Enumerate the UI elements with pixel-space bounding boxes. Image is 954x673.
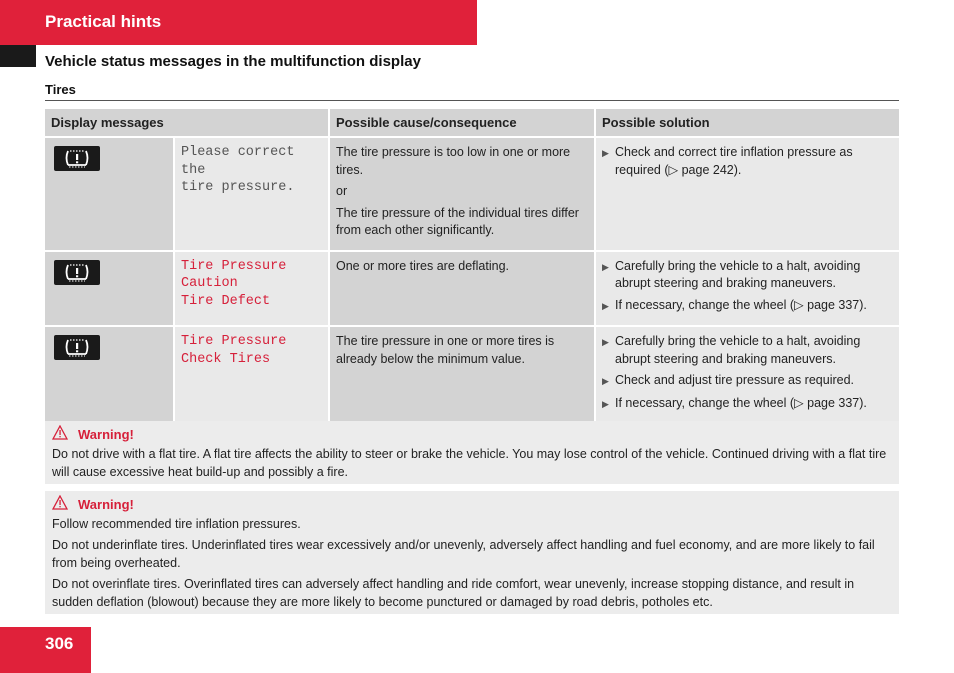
tire-pressure-warning-icon: [54, 146, 100, 171]
bullet-arrow-icon: ▶: [602, 337, 609, 347]
solution-text: If necessary, change the wheel (▷ page 337).: [615, 395, 867, 410]
section-title: Vehicle status messages in the multifunction display: [45, 53, 421, 70]
cause-text: The tire pressure is too low in one or more tires.: [336, 145, 571, 177]
warning-text: Do not underinflate tires. Underinflated tires wear excessively and/or unevenly, adversely affect handling and fuel economy, and are more likely to fail from being overheated.: [52, 538, 875, 570]
solution-item: [602, 144, 893, 179]
tire-pressure-warning-icon: [54, 335, 100, 360]
tire-pressure-warning-icon: [54, 260, 100, 285]
table-header-row: [45, 109, 899, 137]
solution-cell: [595, 251, 899, 327]
page-number: 306: [45, 634, 74, 653]
cause-text: One or more tires are deflating.: [336, 258, 509, 273]
warning-heading: [45, 491, 899, 515]
column-header-cause: Possible cause/consequence: [329, 109, 595, 137]
warning-triangle-icon: [52, 425, 78, 445]
solution-item: [602, 333, 893, 368]
cause-text: The tire pressure in one or more tires is already below the minimum value.: [336, 334, 555, 366]
cause-text: or: [336, 184, 348, 198]
warning-box-flat-tire: [45, 421, 899, 484]
display-message-line: Tire Pressure: [181, 258, 287, 274]
column-header-display-messages: Display messages: [45, 109, 329, 137]
cause-cell: [329, 326, 595, 423]
display-message-cell: [174, 251, 329, 327]
divider: [45, 100, 899, 101]
warning-text: Do not overinflate tires. Overinflated tires can adversely affect handling and ride comfort, wear unevenly, increase stopping distance, and result in sudden deflation (blowout) because they are more likely to become punctured or damaged by road debris, potholes etc.: [52, 577, 855, 609]
table-row: [45, 137, 899, 251]
warning-title: Warning!: [78, 497, 134, 512]
warning-title: Warning!: [78, 427, 134, 442]
solution-item: [602, 372, 893, 391]
header-title: Practical hints: [45, 12, 162, 31]
display-message-line: Tire Defect: [181, 293, 271, 309]
solution-item: [602, 395, 893, 414]
bullet-arrow-icon: ▶: [602, 376, 609, 386]
cause-cell: [329, 137, 595, 251]
warning-triangle-icon: [52, 495, 78, 515]
solution-item: [602, 258, 893, 293]
display-message-cell: [174, 326, 329, 423]
warning-text: Do not drive with a flat tire. A flat tire affects the ability to steer or brake the vehicle. You may lose control of the vehicle. Continued driving with a flat tire will cause excessive heat build-up and possibly a fire.: [52, 447, 887, 479]
cause-text: The tire pressure of the individual tires differ from each other significantly.: [336, 205, 579, 237]
solution-text: Check and adjust tire pressure as required.: [615, 373, 855, 387]
solution-item: [602, 297, 893, 316]
solution-text: Carefully bring the vehicle to a halt, avoiding abrupt steering and braking maneuvers.: [615, 258, 861, 290]
display-message-cell: [174, 137, 329, 251]
warning-text: Follow recommended tire inflation pressures.: [52, 517, 301, 531]
display-message-line: Tire Pressure: [181, 334, 287, 349]
solution-text: Carefully bring the vehicle to a halt, avoiding abrupt steering and braking maneuvers.: [615, 334, 861, 366]
icon-cell: [45, 137, 174, 251]
solution-cell: [595, 326, 899, 423]
table-row: [45, 251, 899, 327]
warning-box-inflation: [45, 491, 899, 614]
icon-cell: [45, 251, 174, 327]
status-messages-table: [45, 109, 899, 423]
bullet-arrow-icon: ▶: [602, 148, 609, 158]
display-message-line: Check Tires: [181, 351, 271, 367]
display-message-line: Please correct the: [181, 145, 295, 178]
section-marker: [0, 45, 36, 67]
bullet-arrow-icon: ▶: [602, 261, 609, 272]
display-message-line: Caution: [181, 276, 238, 291]
bullet-arrow-icon: ▶: [602, 398, 609, 409]
subsection-title: Tires: [45, 82, 76, 97]
column-header-solution: Possible solution: [595, 109, 899, 137]
solution-text: Check and correct tire inflation pressure as required (▷ page 242).: [615, 145, 853, 177]
solution-text: If necessary, change the wheel (▷ page 337).: [615, 297, 867, 312]
icon-cell: [45, 326, 174, 423]
bullet-arrow-icon: ▶: [602, 300, 609, 311]
display-message-line: tire pressure.: [181, 180, 295, 195]
cause-cell: [329, 251, 595, 327]
table-row: [45, 326, 899, 423]
warning-heading: [45, 421, 899, 445]
solution-cell: [595, 137, 899, 251]
